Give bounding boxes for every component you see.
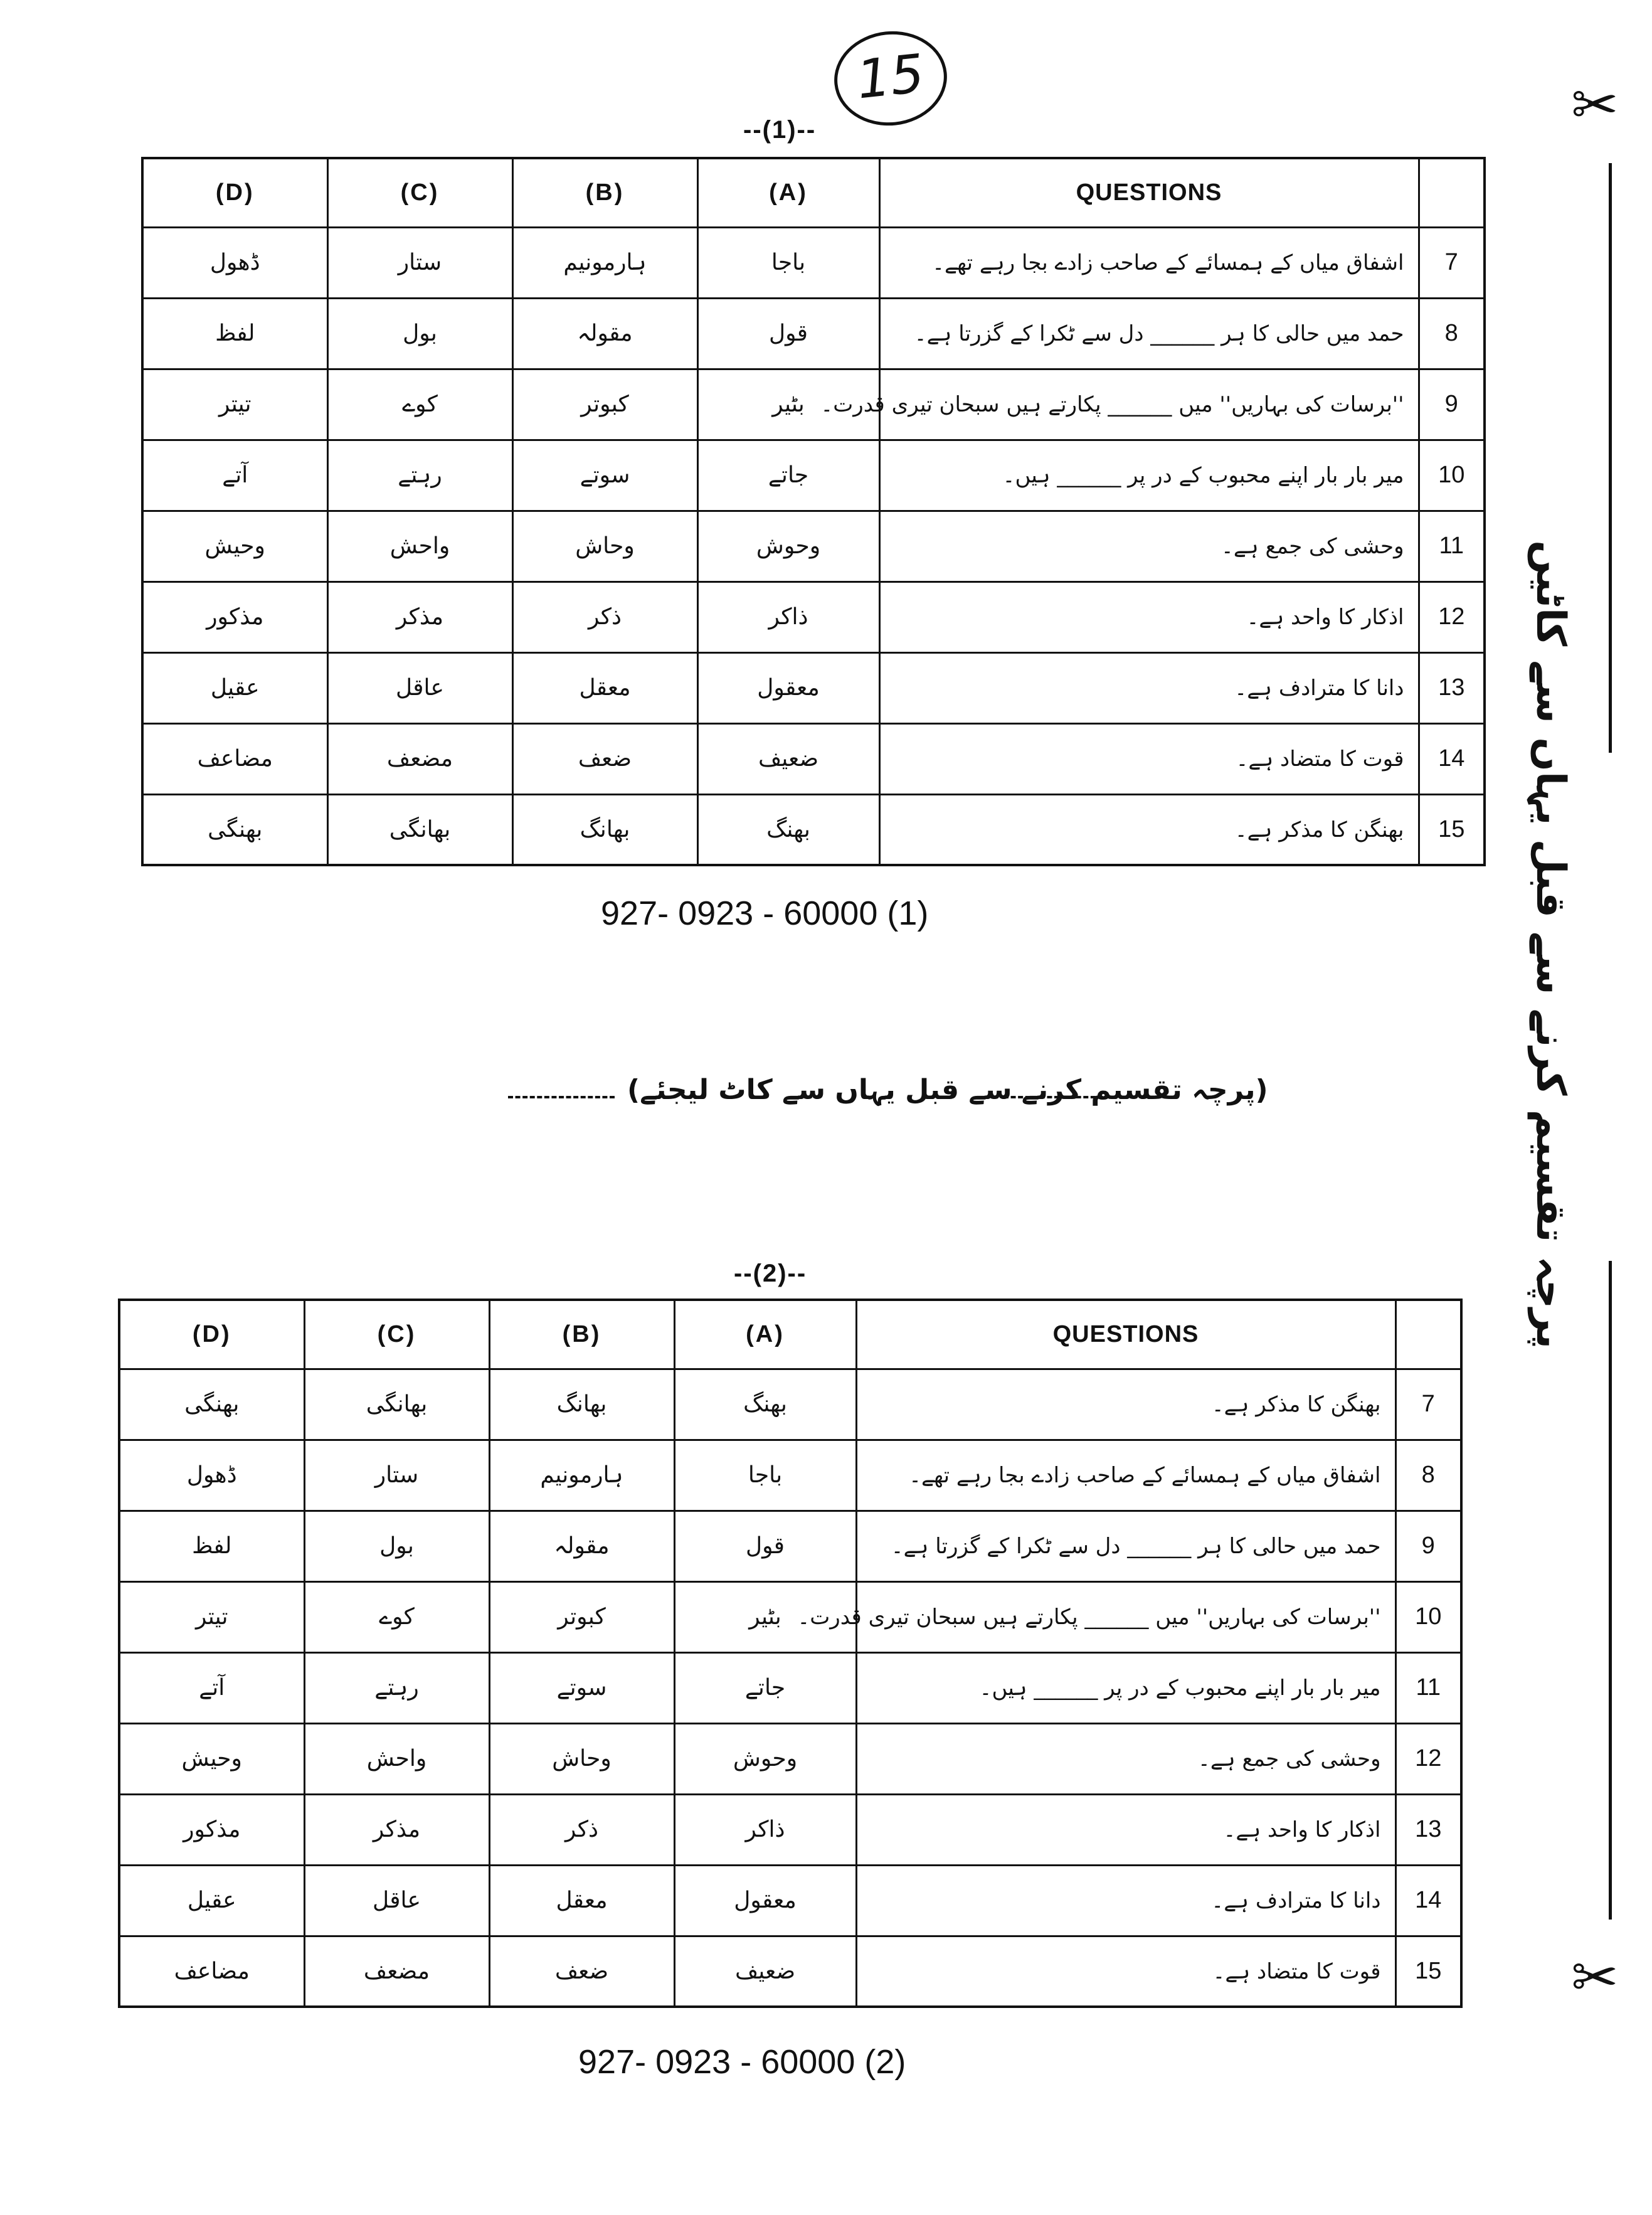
option-c: رہتے <box>304 1652 489 1723</box>
question-row <box>119 1723 1461 1794</box>
option-d: مذکور <box>119 1794 304 1865</box>
option-d: ڈھول <box>142 227 327 298</box>
handwritten-number-text: 15 <box>854 42 927 111</box>
question-number: 7 <box>1419 227 1485 298</box>
option-a: بھنگ <box>697 794 879 865</box>
header-d: (D) <box>119 1300 304 1369</box>
paper-code-2: 927- 0923 - 60000 (2) <box>578 2043 906 2081</box>
cut-dashes-right <box>1003 1096 1110 1098</box>
option-b: مقولہ <box>489 1511 674 1581</box>
option-a: بٹیر <box>697 369 879 440</box>
question-text: وحشی کی جمع ہے۔ <box>856 1723 1395 1794</box>
header-d: (D) <box>142 158 327 227</box>
cut-guide-line-bottom <box>1609 1261 1612 1920</box>
page-label-1: --(1)-- <box>743 116 817 144</box>
option-d: لفظ <box>119 1511 304 1581</box>
option-d: وحیش <box>119 1723 304 1794</box>
option-a: ضعیف <box>697 723 879 794</box>
option-a: معقول <box>697 652 879 723</box>
page-label-2: --(2)-- <box>734 1260 807 1287</box>
option-b: ہارمونیم <box>512 227 697 298</box>
header-number <box>1395 1300 1461 1369</box>
questions-table-2 <box>118 1299 1463 2008</box>
option-c: عاقل <box>304 1865 489 1936</box>
question-number: 15 <box>1419 794 1485 865</box>
header-questions: QUESTIONS <box>856 1300 1395 1369</box>
question-row <box>119 1865 1461 1936</box>
header-b: (B) <box>489 1300 674 1369</box>
option-b: ذکر <box>489 1794 674 1865</box>
question-number: 12 <box>1419 582 1485 652</box>
question-row <box>119 1794 1461 1865</box>
option-c: کوے <box>304 1581 489 1652</box>
option-c: مذکر <box>304 1794 489 1865</box>
option-d: تیتر <box>142 369 327 440</box>
option-b: مقولہ <box>512 298 697 369</box>
question-row <box>142 652 1485 723</box>
option-d: عقیل <box>119 1865 304 1936</box>
question-text: ''برسات کی بہاریں'' میں ______ پکارتے ہیں سبحان تیری قدرت۔ <box>856 1581 1395 1652</box>
option-b: ضعف <box>489 1936 674 2007</box>
question-row <box>119 1369 1461 1440</box>
option-a: جاتے <box>674 1652 856 1723</box>
option-a: قول <box>697 298 879 369</box>
header-b: (B) <box>512 158 697 227</box>
option-a: بھنگ <box>674 1369 856 1440</box>
question-row <box>119 1652 1461 1723</box>
option-d: مضاعف <box>119 1936 304 2007</box>
question-number: 14 <box>1419 723 1485 794</box>
question-row <box>142 227 1485 298</box>
scissor-icon-top: ✂ <box>1571 72 1619 138</box>
option-b: بھانگ <box>489 1369 674 1440</box>
question-text: بھنگن کا مذکر ہے۔ <box>879 794 1419 865</box>
question-text: دانا کا مترادف ہے۔ <box>879 652 1419 723</box>
option-a: جاتے <box>697 440 879 511</box>
option-c: ستار <box>304 1440 489 1511</box>
question-row <box>119 1511 1461 1581</box>
option-b: ذکر <box>512 582 697 652</box>
question-text: میر بار بار اپنے محبوب کے در پر ______ ہیں۔ <box>879 440 1419 511</box>
header-a: (A) <box>697 158 879 227</box>
option-a: ذاکر <box>674 1794 856 1865</box>
question-number: 8 <box>1419 298 1485 369</box>
question-number: 8 <box>1395 1440 1461 1511</box>
question-number: 9 <box>1395 1511 1461 1581</box>
question-number: 10 <box>1419 440 1485 511</box>
option-b: کبوتر <box>512 369 697 440</box>
question-row <box>119 1581 1461 1652</box>
question-number: 11 <box>1419 511 1485 582</box>
question-text: قوت کا متضاد ہے۔ <box>879 723 1419 794</box>
questions-table-1 <box>141 157 1486 866</box>
question-text: حمد میں حالی کا ہر ______ دل سے ٹکرا کے گزرتا ہے۔ <box>856 1511 1395 1581</box>
option-b: معقل <box>512 652 697 723</box>
option-c: عاقل <box>327 652 512 723</box>
option-b: وحاش <box>512 511 697 582</box>
question-number: 11 <box>1395 1652 1461 1723</box>
scissor-icon-bottom: ✂ <box>1571 1945 1619 2010</box>
question-text: بھنگن کا مذکر ہے۔ <box>856 1369 1395 1440</box>
question-row <box>142 582 1485 652</box>
margin-cut-instruction: پرچہ تقسیم کرنے سے قبل یہاں سے کاٹیں <box>1527 540 1574 1349</box>
handwritten-page-number <box>830 26 952 131</box>
option-d: مذکور <box>142 582 327 652</box>
question-number: 9 <box>1419 369 1485 440</box>
question-number: 14 <box>1395 1865 1461 1936</box>
question-number: 10 <box>1395 1581 1461 1652</box>
option-c: ستار <box>327 227 512 298</box>
option-b: کبوتر <box>489 1581 674 1652</box>
question-text: میر بار بار اپنے محبوب کے در پر ______ ہیں۔ <box>856 1652 1395 1723</box>
option-c: بول <box>304 1511 489 1581</box>
option-b: معقل <box>489 1865 674 1936</box>
question-number: 15 <box>1395 1936 1461 2007</box>
question-text: اذکار کا واحد ہے۔ <box>856 1794 1395 1865</box>
question-text: حمد میں حالی کا ہر ______ دل سے ٹکرا کے گزرتا ہے۔ <box>879 298 1419 369</box>
question-number: 12 <box>1395 1723 1461 1794</box>
option-a: ذاکر <box>697 582 879 652</box>
option-a: قول <box>674 1511 856 1581</box>
cut-dashes-left <box>508 1096 615 1098</box>
question-row <box>142 723 1485 794</box>
option-b: وحاش <box>489 1723 674 1794</box>
question-row <box>142 794 1485 865</box>
paper-code-1: 927- 0923 - 60000 (1) <box>601 895 929 932</box>
option-d: وحیش <box>142 511 327 582</box>
question-row <box>119 1936 1461 2007</box>
option-d: آتے <box>142 440 327 511</box>
question-text: وحشی کی جمع ہے۔ <box>879 511 1419 582</box>
header-a: (A) <box>674 1300 856 1369</box>
option-c: بول <box>327 298 512 369</box>
option-b: بھانگ <box>512 794 697 865</box>
option-b: سوتے <box>512 440 697 511</box>
option-c: بھانگی <box>327 794 512 865</box>
option-d: آتے <box>119 1652 304 1723</box>
option-c: واحش <box>304 1723 489 1794</box>
option-d: مضاعف <box>142 723 327 794</box>
question-number: 13 <box>1419 652 1485 723</box>
header-c: (C) <box>304 1300 489 1369</box>
option-d: بھنگی <box>119 1369 304 1440</box>
cut-guide-line-top <box>1609 163 1612 753</box>
question-row <box>142 440 1485 511</box>
option-a: وحوش <box>674 1723 856 1794</box>
header-questions: QUESTIONS <box>879 158 1419 227</box>
option-c: رہتے <box>327 440 512 511</box>
question-row <box>142 369 1485 440</box>
question-text: اذکار کا واحد ہے۔ <box>879 582 1419 652</box>
option-c: مذکر <box>327 582 512 652</box>
question-number: 13 <box>1395 1794 1461 1865</box>
question-number: 7 <box>1395 1369 1461 1440</box>
option-c: مضعف <box>304 1936 489 2007</box>
option-a: باجا <box>697 227 879 298</box>
question-row <box>142 511 1485 582</box>
option-a: باجا <box>674 1440 856 1511</box>
question-text: قوت کا متضاد ہے۔ <box>856 1936 1395 2007</box>
option-b: ضعف <box>512 723 697 794</box>
option-d: عقیل <box>142 652 327 723</box>
question-text: اشفاق میاں کے ہمسائے کے صاحب زادے بجا رہے تھے۔ <box>856 1440 1395 1511</box>
option-d: تیتر <box>119 1581 304 1652</box>
option-d: بھنگی <box>142 794 327 865</box>
option-c: واحش <box>327 511 512 582</box>
option-a: معقول <box>674 1865 856 1936</box>
option-a: بٹیر <box>674 1581 856 1652</box>
option-d: لفظ <box>142 298 327 369</box>
option-c: کوے <box>327 369 512 440</box>
option-b: ہارمونیم <box>489 1440 674 1511</box>
option-d: ڈھول <box>119 1440 304 1511</box>
question-row <box>142 298 1485 369</box>
cut-instruction: (پرچہ تقسیم کرنے سے قبل یہاں سے کاٹ لیجئے) <box>627 1074 1268 1106</box>
option-b: سوتے <box>489 1652 674 1723</box>
header-number <box>1419 158 1485 227</box>
option-a: ضعیف <box>674 1936 856 2007</box>
question-text: اشفاق میاں کے ہمسائے کے صاحب زادے بجا رہے تھے۔ <box>879 227 1419 298</box>
question-text: دانا کا مترادف ہے۔ <box>856 1865 1395 1936</box>
option-a: وحوش <box>697 511 879 582</box>
header-c: (C) <box>327 158 512 227</box>
question-text: ''برسات کی بہاریں'' میں ______ پکارتے ہیں سبحان تیری قدرت۔ <box>879 369 1419 440</box>
option-c: بھانگی <box>304 1369 489 1440</box>
question-row <box>119 1440 1461 1511</box>
option-c: مضعف <box>327 723 512 794</box>
